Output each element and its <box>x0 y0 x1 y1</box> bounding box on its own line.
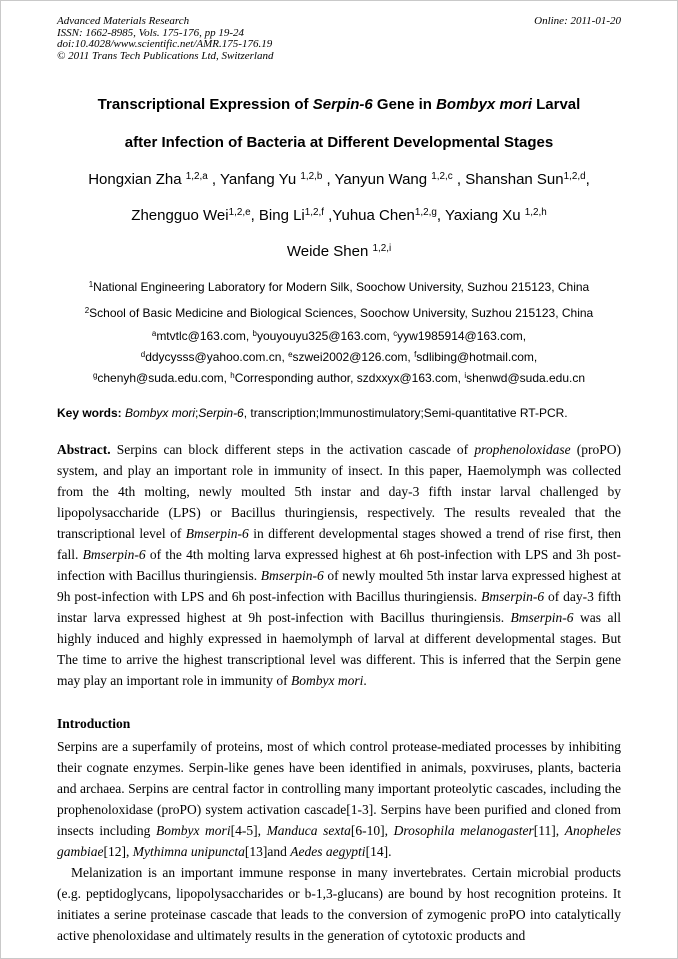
email-list <box>57 326 621 389</box>
text-segment: yyw1985914@163.com, <box>397 329 527 343</box>
text-segment: sdlibing@hotmail.com, <box>416 350 538 364</box>
text-segment: 1,2,d <box>563 171 586 183</box>
text-segment: School of Basic Medicine and Biological Sciences, Soochow University, Suzhou 215123, China <box>89 306 594 320</box>
online-date: Online: 2011-01-20 <box>534 15 621 27</box>
text-segment: , <box>585 171 590 188</box>
text-segment: [13]and <box>244 844 291 859</box>
text-segment: 1,2,a <box>185 171 208 183</box>
publication-header <box>57 16 621 62</box>
text-segment: szwei2002@126.com, <box>292 350 415 364</box>
email-line-1 <box>57 326 621 347</box>
text-segment: Aedes aegypti <box>290 844 366 859</box>
text-segment: Key words: <box>57 406 126 420</box>
text-segment: 1,2,g <box>414 207 437 219</box>
text-segment: Bmserpin-6 <box>510 610 574 625</box>
text-segment: National Engineering Laboratory for Modern Silk, Soochow University, Suzhou 215123, China <box>93 280 590 294</box>
text-segment: , Yanyun Wang <box>322 171 432 188</box>
text-segment: i <box>464 371 467 381</box>
text-segment: in different developmental stages showed a trend of rise first, then fall. <box>57 526 621 562</box>
section-heading-introduction: Introduction <box>57 716 131 731</box>
text-segment: Corresponding author, szdxxyx@163.com, <box>234 371 465 385</box>
text-segment: 2 <box>84 306 90 316</box>
text-segment: . <box>363 673 367 688</box>
text-segment: Drosophila melanogaster <box>393 823 534 838</box>
text-segment: was all highly induced and highly expressed in haemolymph of larval at different developmental stages. But The time to arrive the highest transcriptional level was different. This is inferred that the Serpin gene may play an important role in immunity of <box>57 610 621 688</box>
email-line-2 <box>57 347 621 368</box>
text-segment: Gene in <box>372 96 437 113</box>
text-segment: (proPO) system, and play an important role in immunity of insect. In this paper, Haemolymph was collected from the 4th molting, newly moulted 5th instar and day-3 fifth instar larval challenged by lipopolysaccharide (LPS) or Bacillus thuringiensis, respectively. The results revealed that the transcriptional level of <box>57 442 621 541</box>
text-segment: ,Yuhua Chen <box>323 207 415 224</box>
keywords-line <box>57 405 621 421</box>
introduction-paragraph-1 <box>57 736 621 862</box>
text-segment: Bmserpin-6 <box>82 547 146 562</box>
affiliation-line-2 <box>57 300 621 326</box>
text-segment: , transcription;Immunostimulatory;Semi-quantitative RT-PCR. <box>243 406 568 420</box>
text-segment: Bombyx mori <box>436 96 532 113</box>
text-segment: 1,2,i <box>372 243 392 255</box>
affiliation-line-1 <box>57 274 621 300</box>
author-line-1 <box>57 162 621 198</box>
text-segment: ddycysss@yahoo.com.cn, <box>145 350 289 364</box>
text-segment: , Bing Li <box>250 207 305 224</box>
author-line-2 <box>57 198 621 234</box>
text-segment: prophenoloxidase <box>474 442 571 457</box>
text-segment: [12], <box>103 844 133 859</box>
text-segment: youyouyu325@163.com, <box>256 329 394 343</box>
text-segment: [14]. <box>365 844 392 859</box>
title-line-1 <box>57 86 621 124</box>
text-segment: Serpin-6 <box>312 96 373 113</box>
text-segment: Bombyx mori <box>290 673 364 688</box>
abstract-paragraph <box>57 439 621 691</box>
text-segment: g <box>92 371 98 381</box>
title-line-2 <box>57 124 621 162</box>
text-segment: 1,2,b <box>300 171 323 183</box>
text-segment: Bmserpin-6 <box>185 526 249 541</box>
publication-info <box>57 16 273 62</box>
text-segment: Bombyx mori <box>125 406 196 420</box>
text-segment: Serpins can block different steps in the activation cascade of <box>116 442 475 457</box>
text-segment: 1,2,h <box>524 207 547 219</box>
text-segment: a <box>151 329 157 339</box>
copyright-line: © 2011 Trans Tech Publications Ltd, Switzerland <box>57 49 274 62</box>
text-segment: of the 4th molting larva expressed highest at 6h post-infection with LPS and 3h post-infection with Bacillus thuringiensis. <box>57 547 621 583</box>
text-segment: mtvtlc@163.com, <box>156 329 253 343</box>
text-segment: , Yaxiang Xu <box>436 207 525 224</box>
text-segment: [4-5], <box>230 823 267 838</box>
text-segment: chenyh@suda.edu.com, <box>97 371 231 385</box>
text-segment: of day-3 fifth instar larva expressed highest at 9h post-infection with Bacillus thuringiensis. <box>57 589 621 625</box>
text-segment: 1,2,e <box>228 207 251 219</box>
text-segment: c <box>393 329 398 339</box>
text-segment: Bombyx mori <box>155 823 231 838</box>
email-line-3 <box>57 368 621 389</box>
text-segment: [11], <box>533 823 565 838</box>
text-segment: f <box>414 350 417 360</box>
text-segment: after Infection of Bacteria at Different Developmental Stages <box>124 134 554 151</box>
text-segment: Mythimna unipuncta <box>132 844 245 859</box>
text-segment: d <box>140 350 146 360</box>
text-segment: ; <box>195 406 199 420</box>
text-segment: b <box>252 329 257 339</box>
journal-name: Advanced Materials Research <box>57 15 190 27</box>
author-list <box>57 162 621 270</box>
text-segment: [6-10], <box>350 823 394 838</box>
text-segment: Anopheles gambiae <box>57 823 621 859</box>
text-segment: Serpin-6 <box>198 406 244 420</box>
text-segment: 1,2,c <box>431 171 453 183</box>
text-segment: , Shanshan Sun <box>452 171 564 188</box>
introduction-paragraph-2 <box>57 862 621 946</box>
text-segment: , Yanfang Yu <box>207 171 301 188</box>
text-segment: h <box>230 371 235 381</box>
text-segment: Serpins are a superfamily of proteins, most of which control protease-mediated processes by inhibiting their cognate enzymes. Serpin-like genes have been identified in animals, poxviruses, plants, bacteria and archaea. Serpins are central factor in controlling many important proteolytic cascades, including the prophenoloxidase (proPO) system activation cascade[1-3]. Serpins have been purified and cloned from insects including <box>57 739 621 838</box>
text-segment: shenwd@suda.edu.cn <box>466 371 586 385</box>
text-segment: e <box>288 350 293 360</box>
issn-line: ISSN: 1662-8985, Vols. 175-176, pp 19-24 <box>57 26 244 39</box>
affiliation-list <box>57 274 621 326</box>
text-segment: Zhengguo Wei <box>131 207 229 224</box>
text-segment: Melanization is an important immune response in many invertebrates. Certain microbial products (e.g. peptidoglycans, lipopolysaccharides or b-1,3-glucans) are bound by host recognition proteins. It initiates a serine proteinase cascade that leads to the conversion of zymogenic proPO into catalytically active phenoloxidase and ultimately results in the generation of cytotoxic products and <box>57 865 621 943</box>
text-segment: Weide Shen <box>286 243 373 260</box>
text-segment: 1,2,f <box>304 207 324 219</box>
text-segment: 1 <box>88 280 94 290</box>
doi-line: doi:10.4028/www.scientific.net/AMR.175-176.19 <box>57 38 273 50</box>
author-line-3 <box>57 234 621 270</box>
text-segment: Transcriptional Expression of <box>97 96 313 113</box>
text-segment: Bmserpin-6 <box>481 589 545 604</box>
text-segment: Larval <box>531 96 581 113</box>
text-segment: Hongxian Zha <box>88 171 186 188</box>
text-segment: Manduca sexta <box>266 823 351 838</box>
paper-title <box>57 86 621 162</box>
text-segment: of newly moulted 5th instar larva expressed highest at 9h post-infection with LPS and 6h post-infection with Bacillus thuringiensis. <box>57 568 621 604</box>
text-segment: Bmserpin-6 <box>260 568 324 583</box>
text-segment: Abstract. <box>57 442 117 457</box>
